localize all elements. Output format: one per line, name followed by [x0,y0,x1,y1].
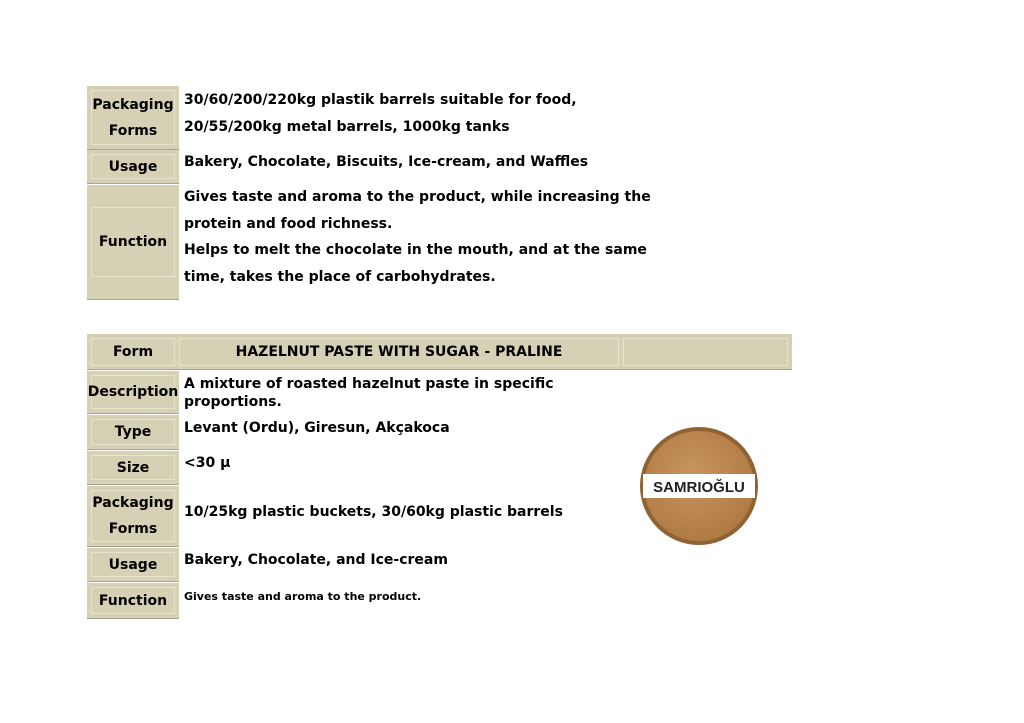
description-value-line-2: proportions. [184,394,282,410]
form-value-cell [179,338,619,366]
packaging2-label-line-1: Packaging [92,495,174,511]
type-label: Type [114,424,152,440]
table2-size-label-cell [87,451,179,485]
header-empty-cell [623,338,788,366]
hazelnut-paste-tub-image [625,425,773,547]
usage2-label: Usage [108,556,158,573]
usage-label: Usage [108,158,158,175]
brand-label: SAMRIOĞLU [653,479,745,496]
table1-usage-label-cell [87,150,179,184]
form-value: HAZELNUT PASTE WITH SUGAR - PRALINE [235,344,563,360]
function-value-line-3: Helps to melt the chocolate in the mouth, and at the same [184,242,647,258]
packaging-label-line-2: Forms [108,122,158,139]
table1-usage-value: Bakery, Chocolate, Biscuits, Ice-cream, and Waffles [184,154,589,170]
table2-header-row [87,334,792,370]
function-value-line-4: time, takes the place of carbohydrates. [184,268,496,285]
table2-type-value: Levant (Ordu), Giresun, Akçakoca [184,420,450,436]
size-label: Size [116,459,150,476]
table2-description-value [184,375,554,411]
packaging-value-line-2: 20/55/200kg metal barrels, 1000kg tanks [184,118,510,135]
table2-description-label-cell [87,371,179,414]
table2-packaging-value: 10/25kg plastic buckets, 30/60kg plastic barrels [184,504,563,520]
function-value-line-1: Gives taste and aroma to the product, while increasing the [184,189,651,205]
description-label: Description [87,384,179,400]
table1-function-value [184,184,651,290]
table2-function-value: Gives taste and aroma to the product. [184,590,422,603]
table2-usage-label-cell [87,548,179,582]
function-label: Function [98,234,168,250]
table2-function-label-cell [87,583,179,619]
table2-type-label-cell [87,415,179,450]
form-label-cell [91,338,175,366]
packaging-label-line-1: Packaging [92,96,174,113]
table2-usage-value: Bakery, Chocolate, and Ice-cream [184,552,448,568]
table2-size-value: <30 µ [184,455,231,471]
description-value-line-1: A mixture of roasted hazelnut paste in specific [184,376,554,392]
function2-label: Function [98,592,168,609]
packaging2-label-line-2: Forms [108,521,158,537]
function-value-line-2: protein and food richness. [184,215,393,232]
product-image [625,425,773,547]
table1-packaging-value [184,87,577,140]
table2-packaging-label-cell [87,486,179,547]
table1-function-label-cell [87,185,179,300]
table1-packaging-label-cell [87,86,179,150]
form-label: Form [112,344,154,360]
packaging-value-line-1: 30/60/200/220kg plastik barrels suitable for food, [184,92,577,108]
